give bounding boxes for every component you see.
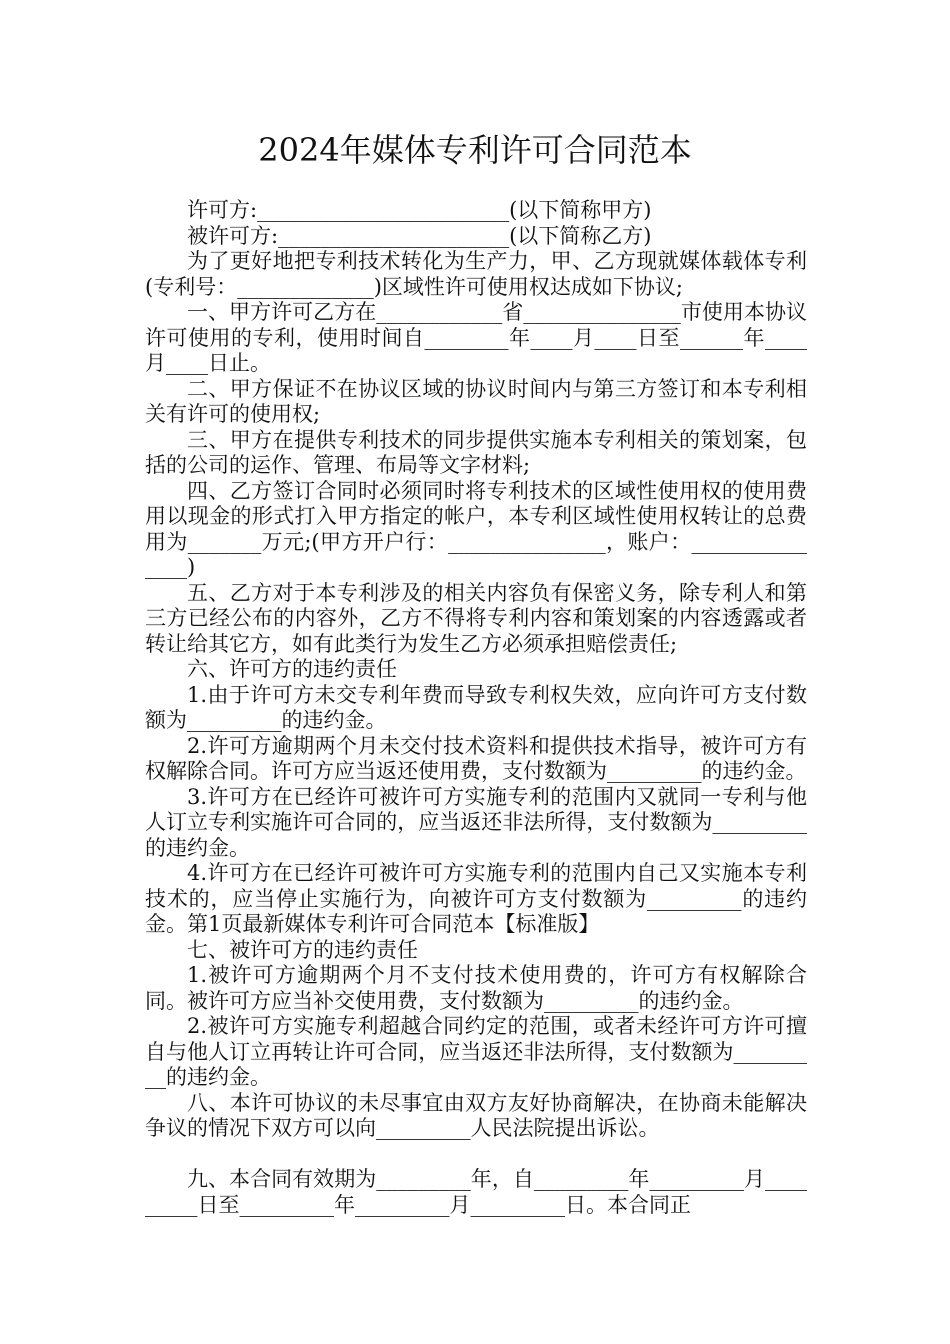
clause-4: 四、乙方签订合同时必须同时将专利技术的区域性使用权的使用费用以现金的形式打入甲方指定的帐户，本专利区域性使用权转让的总费用为_______万元;(甲方开户行：_______________，账户：_______________)	[145, 478, 807, 579]
blank-line	[145, 1142, 807, 1168]
licensee-line: 被许可方:______________________(以下简称乙方)	[187, 223, 652, 248]
clause-6-item-2: 2.许可方逾期两个月未交付技术资料和提供技术指导，被许可方有权解除合同。许可方应当返还使用费，支付数额为_________的违约金。	[145, 733, 807, 783]
clause-6-item-1: 1.由于许可方未交专利年费而导致专利权失效，应向许可方支付数额为_________的违约金。	[145, 682, 807, 732]
clause-7-item-1: 1.被许可方逾期两个月不支付技术使用费的，许可方有权解除合同。被许可方应当补交使用费，支付数额为_________的违约金。	[145, 963, 807, 1013]
clause-7-heading: 七、被许可方的违约责任	[187, 937, 418, 962]
clause-2: 二、甲方保证不在协议区域的协议时间内与第三方签订和本专利相关有许可的使用权;	[145, 376, 807, 426]
document-body	[145, 198, 807, 1218]
clause-6-heading: 六、许可方的违约责任	[187, 657, 397, 681]
clause-3: 三、甲方在提供专利技术的同步提供实施本专利相关的策划案，包括的公司的运作、管理、布局等文字材料;	[145, 427, 807, 477]
clause-5: 五、乙方对于本专利涉及的相关内容负有保密义务，除专利人和第三方已经公布的内容外，乙方不得将专利内容和策划案的内容透露或者转让给其它方，如有此类行为发生乙方必须承担赔偿责任;	[145, 580, 807, 656]
document-title: 2024年媒体专利许可合同范本	[258, 131, 692, 169]
preamble-paragraph: 为了更好地把专利技术转化为生产力，甲、乙方现就媒体载体专利(专利号：_____________)区域性许可使用权达成如下协议;	[145, 249, 807, 299]
clause-6-item-3: 3.许可方在已经许可被许可方实施专利的范围内又就同一专利与他人订立专利实施许可合同的，应当返还非法所得，支付数额为_________的违约金。	[145, 784, 807, 860]
clause-1: 一、甲方许可乙方在____________省_______________市使用本协议许可使用的专利，使用时间自________年____月____日至______年____月____日止。	[145, 300, 807, 375]
clause-7-item-2: 2.被许可方实施专利超越合同约定的范围，或者未经许可方许可擅自与他人订立再转让许可合同，应当返还非法所得，支付数额为_________的违约金。	[145, 1014, 807, 1089]
licensor-line: 许可方:________________________(以下简称甲方)	[187, 198, 652, 222]
clause-6-item-4: 4.许可方在已经许可被许可方实施专利的范围内自己又实施本专利技术的，应当停止实施行为，向被许可方支付数额为_________的违约金。第1页最新媒体专利许可合同范本【标准版】	[145, 861, 807, 936]
clause-9: 九、本合同有效期为_________年，自_________年_________月_________日至_________年_________月_________日。本合同正	[145, 1167, 807, 1217]
clause-8: 八、本许可协议的未尽事宜由双方友好协商解决，在协商未能解决争议的情况下双方可以向_________人民法院提出诉讼。	[145, 1090, 807, 1140]
